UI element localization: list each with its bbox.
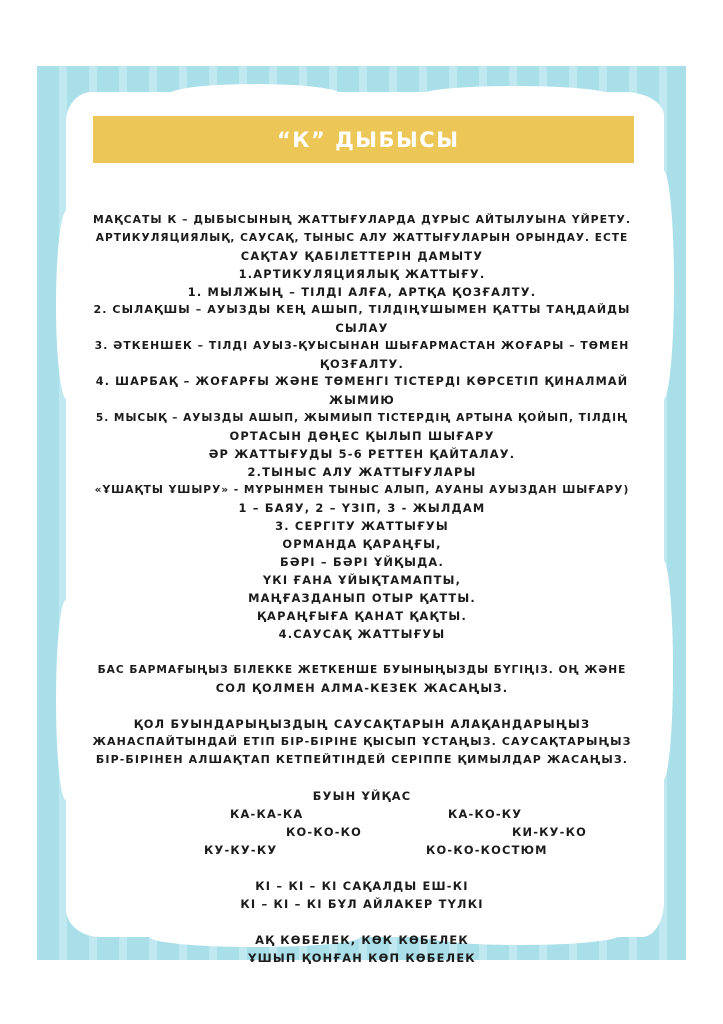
syllable-row <box>92 841 632 859</box>
goal-line: АРТИКУЛЯЦИЯЛЫҚ, САУСАҚ, ТЫНЫС АЛУ ЖАТТЫҒУЛАРЫН ОРЫНДАУ. ЕСТЕ <box>95 232 629 244</box>
rhyme-line: АҚ КӨБЕЛЕК, КӨК КӨБЕЛЕК <box>255 933 469 947</box>
card-wave <box>420 86 610 104</box>
card-wave <box>170 84 340 104</box>
section-heading: 2.ТЫНЫС АЛУ ЖАТТЫҒУЛАРЫ <box>247 465 477 479</box>
page-title: “К” ДЫБЫСЫ <box>277 127 460 152</box>
instruction-line: ЖАНАСПАЙТЫНДАЙ ЕТІП БІР-БІРІНЕ ҚЫСЫП ҰСТАҢЫЗ. САУСАҚТАРЫҢЫЗ <box>92 735 632 748</box>
exercise-line: СЫЛАУ <box>335 321 389 335</box>
poem-line: МАҢҒАЗДАНЫП ОТЫР ҚАТТЫ. <box>248 591 476 605</box>
goal-line: МАҚСАТЫ К – ДЫБЫСЫНЫҢ ЖАТТЫҒУЛАРДА ДҰРЫС АЙТЫЛУЫНА ҮЙРЕТУ. <box>92 213 632 226</box>
exercise-line: 5. МЫСЫҚ – АУЫЗДЫ АШЫП, ЖЫМИЫП ТІСТЕРДІҢ АРТЫНА ҚОЙЫП, ТІЛДІҢ <box>95 412 629 424</box>
syllable: КИ-КУ-КО <box>512 825 587 839</box>
syllable-row <box>92 805 632 823</box>
syllable: КА-КА-КА <box>230 807 304 821</box>
goal-line: САҚТАУ ҚАБІЛЕТТЕРІН ДАМЫТУ <box>240 249 484 263</box>
exercise-line: 1. МЫЛЖЫҢ – ТІЛДІ АЛҒА, АРТҚА ҚОЗҒАЛТУ. <box>187 285 537 299</box>
section-heading: 1.АРТИКУЛЯЦИЯЛЫҚ ЖАТТЫҒУ. <box>238 267 486 281</box>
syllables-title: БУЫН ҰЙҚАС <box>312 789 412 803</box>
section-heading: 3. СЕРГІТУ ЖАТТЫҒУЫ <box>275 519 449 533</box>
syllable-row <box>92 823 632 841</box>
instruction-line: ҚОЛ БУЫНДАРЫҢЫЗДЫҢ САУСАҚТАРЫН АЛАҚАНДАРЫҢЫЗ <box>133 717 591 731</box>
exercise-line: ОРТАСЫН ДӨҢЕС ҚЫЛЫП ШЫҒАРУ <box>229 429 495 443</box>
card-wave <box>56 600 76 800</box>
syllable: КУ-КУ-КУ <box>204 843 278 857</box>
exercise-line: 1 – БАЯУ, 2 – ҮЗІП, 3 - ЖЫЛДАМ <box>238 501 486 515</box>
syllable: КО-КО-КО <box>286 825 363 839</box>
exercise-line: 2. СЫЛАҚШЫ – АУЫЗДЫ КЕҢ АШЫП, ТІЛДІҢҰШЫМЕН ҚАТТЫ ТАҢДАЙДЫ <box>93 303 631 316</box>
syllable: КА-КО-КУ <box>448 807 523 821</box>
poem-line: БӘРІ – БӘРІ ҰЙҚЫДА. <box>280 555 444 569</box>
title-banner <box>93 116 634 163</box>
rhyme-line: ҰШЫП ҚОНҒАН КӨП КӨБЕЛЕК <box>248 951 476 965</box>
exercise-line: 3. ӘТКЕНШЕК – ТІЛДІ АУЫЗ-ҚУЫСЫНАН ШЫҒАРМАСТАН ЖОҒАРЫ – ТӨМЕН <box>94 339 630 352</box>
instruction-line: БАС БАРМАҒЫҢЫЗ БІЛЕККЕ ЖЕТКЕНШЕ БУЫНЫҢЫЗДЫ БҮГІҢІЗ. ОҢ ЖӘНЕ <box>97 664 627 676</box>
rhyme-line: КІ – КІ – КІ БҰЛ АЙЛАКЕР ТҮЛКІ <box>240 897 484 911</box>
exercise-line: ҚОЗҒАЛТУ. <box>319 357 405 371</box>
syllable: КО-КО-КОСТЮМ <box>426 843 548 857</box>
exercise-line: ӘР ЖАТТЫҒУДЫ 5-6 РЕТТЕН ҚАЙТАЛАУ. <box>208 447 516 461</box>
section-heading: 4.САУСАҚ ЖАТТЫҒУЫ <box>278 627 446 641</box>
poem-line: ҮКІ ҒАНА ҰЙЫҚТАМАПТЫ, <box>262 573 462 587</box>
document-body <box>92 211 632 967</box>
instruction-line: БІР-БІРІНЕН АЛШАҚТАП КЕТПЕЙТІНДЕЙ СЕРІППЕ ҚИМЫЛДАР ЖАСАҢЫЗ. <box>95 753 629 766</box>
card-wave <box>56 210 78 400</box>
instruction-line: СОЛ ҚОЛМЕН АЛМА-КЕЗЕК ЖАСАҢЫЗ. <box>215 681 509 695</box>
exercise-line: ЖЫМИЮ <box>329 393 395 407</box>
rhyme-line: КІ – КІ – КІ САҚАЛДЫ ЕШ-КІ <box>255 879 469 893</box>
card-wave <box>652 170 674 400</box>
poem-line: ОРМАНДА ҚАРАҢҒЫ, <box>282 537 442 551</box>
exercise-line: «ҰШАҚТЫ ҰШЫРУ» - МҰРЫНМЕН ТЫНЫС АЛЫП, АУАНЫ АУЫЗДАН ШЫҒАРУ) <box>94 484 630 496</box>
card-wave <box>653 560 673 780</box>
exercise-line: 4. ШАРБАҚ – ЖОҒАРҒЫ ЖӘНЕ ТӨМЕНГІ ТІСТЕРДІ КӨРСЕТІП ҚИНАЛМАЙ <box>95 375 629 388</box>
poem-line: ҚАРАҢҒЫҒА ҚАНАТ ҚАҚТЫ. <box>257 609 467 623</box>
